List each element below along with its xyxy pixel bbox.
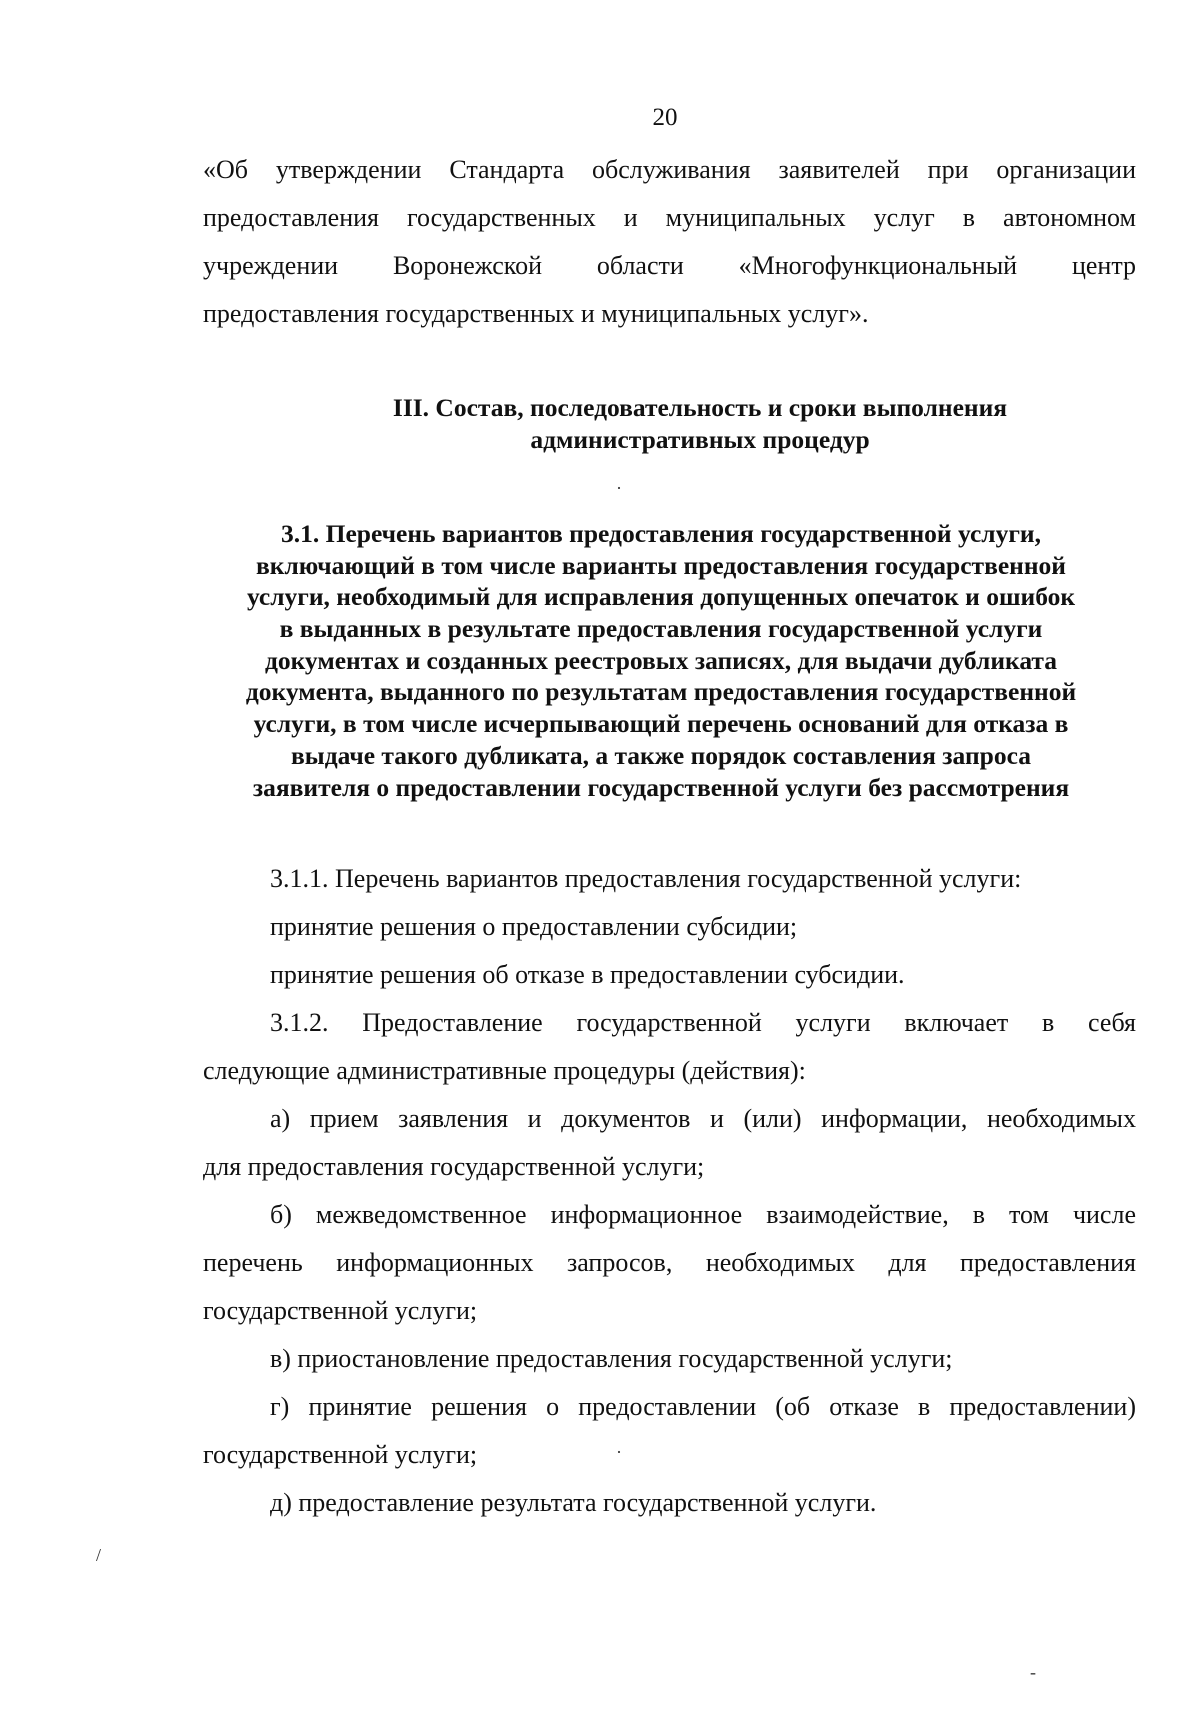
subsection-heading-line: выдаче такого дубликата, а также порядок составления запроса xyxy=(291,741,1031,770)
subsection-heading-line: документа, выданного по результатам предоставления государственной xyxy=(245,677,1077,706)
subsection-heading-line: услуги, необходимый для исправления допущенных опечаток и ошибок xyxy=(246,582,1076,611)
subsection-heading-line: 3.1. Перечень вариантов предоставления государственной услуги, xyxy=(281,519,1041,548)
procedure-item-b: государственной услуги; xyxy=(203,1296,478,1325)
scan-speck: · xyxy=(616,478,622,498)
section-heading-line: III. Состав, последовательность и сроки выполнения xyxy=(392,393,1008,422)
intro-line: предоставления государственных и муниципальных услуг». xyxy=(203,299,869,328)
intro-line: предоставления государственных и муниципальных услуг в автономном xyxy=(203,203,1136,232)
procedure-item-v: в) приостановление предоставления государственной услуги; xyxy=(270,1344,953,1373)
procedure-item-d: д) предоставление результата государственной услуги. xyxy=(270,1488,877,1517)
scan-speck: · xyxy=(616,1442,622,1462)
scan-speck: / xyxy=(96,1545,102,1565)
procedure-item-g: государственной услуги; xyxy=(203,1440,478,1469)
variant-item: принятие решения об отказе в предоставлении субсидии. xyxy=(270,960,905,989)
paragraph-3-1-1: 3.1.1. Перечень вариантов предоставления государственной услуги: xyxy=(270,864,1022,893)
page-number: 20 xyxy=(652,104,678,131)
paragraph-3-1-2: следующие административные процедуры (действия): xyxy=(203,1056,806,1085)
paragraph-3-1-2: 3.1.2. Предоставление государственной услуги включает в себя xyxy=(270,1008,1136,1037)
subsection-heading-line: включающий в том числе варианты предоставления государственной xyxy=(255,551,1066,580)
intro-line: «Об утверждении Стандарта обслуживания заявителей при организации xyxy=(203,155,1136,184)
subsection-heading-line: заявителя о предоставлении государственной услуги без рассмотрения xyxy=(252,773,1070,802)
section-heading-line: административных процедур xyxy=(530,425,870,454)
subsection-heading-line: документах и созданных реестровых записях, для выдачи дубликата xyxy=(264,646,1058,675)
scan-speck: - xyxy=(1030,1662,1036,1682)
procedure-item-a: а) прием заявления и документов и (или) информации, необходимых xyxy=(270,1104,1136,1133)
intro-line: учреждении Воронежской области «Многофункциональный центр xyxy=(203,251,1136,280)
subsection-heading-line: в выданных в результате предоставления государственной услуги xyxy=(279,614,1043,643)
procedure-item-g: г) принятие решения о предоставлении (об отказе в предоставлении) xyxy=(270,1392,1136,1421)
subsection-heading-line: услуги, в том числе исчерпывающий перечень оснований для отказа в xyxy=(253,709,1069,738)
procedure-item-b: перечень информационных запросов, необходимых для предоставления xyxy=(203,1248,1136,1277)
procedure-item-b: б) межведомственное информационное взаимодействие, в том числе xyxy=(270,1200,1136,1229)
variant-item: принятие решения о предоставлении субсидии; xyxy=(270,912,798,941)
procedure-item-a: для предоставления государственной услуги; xyxy=(203,1152,705,1181)
